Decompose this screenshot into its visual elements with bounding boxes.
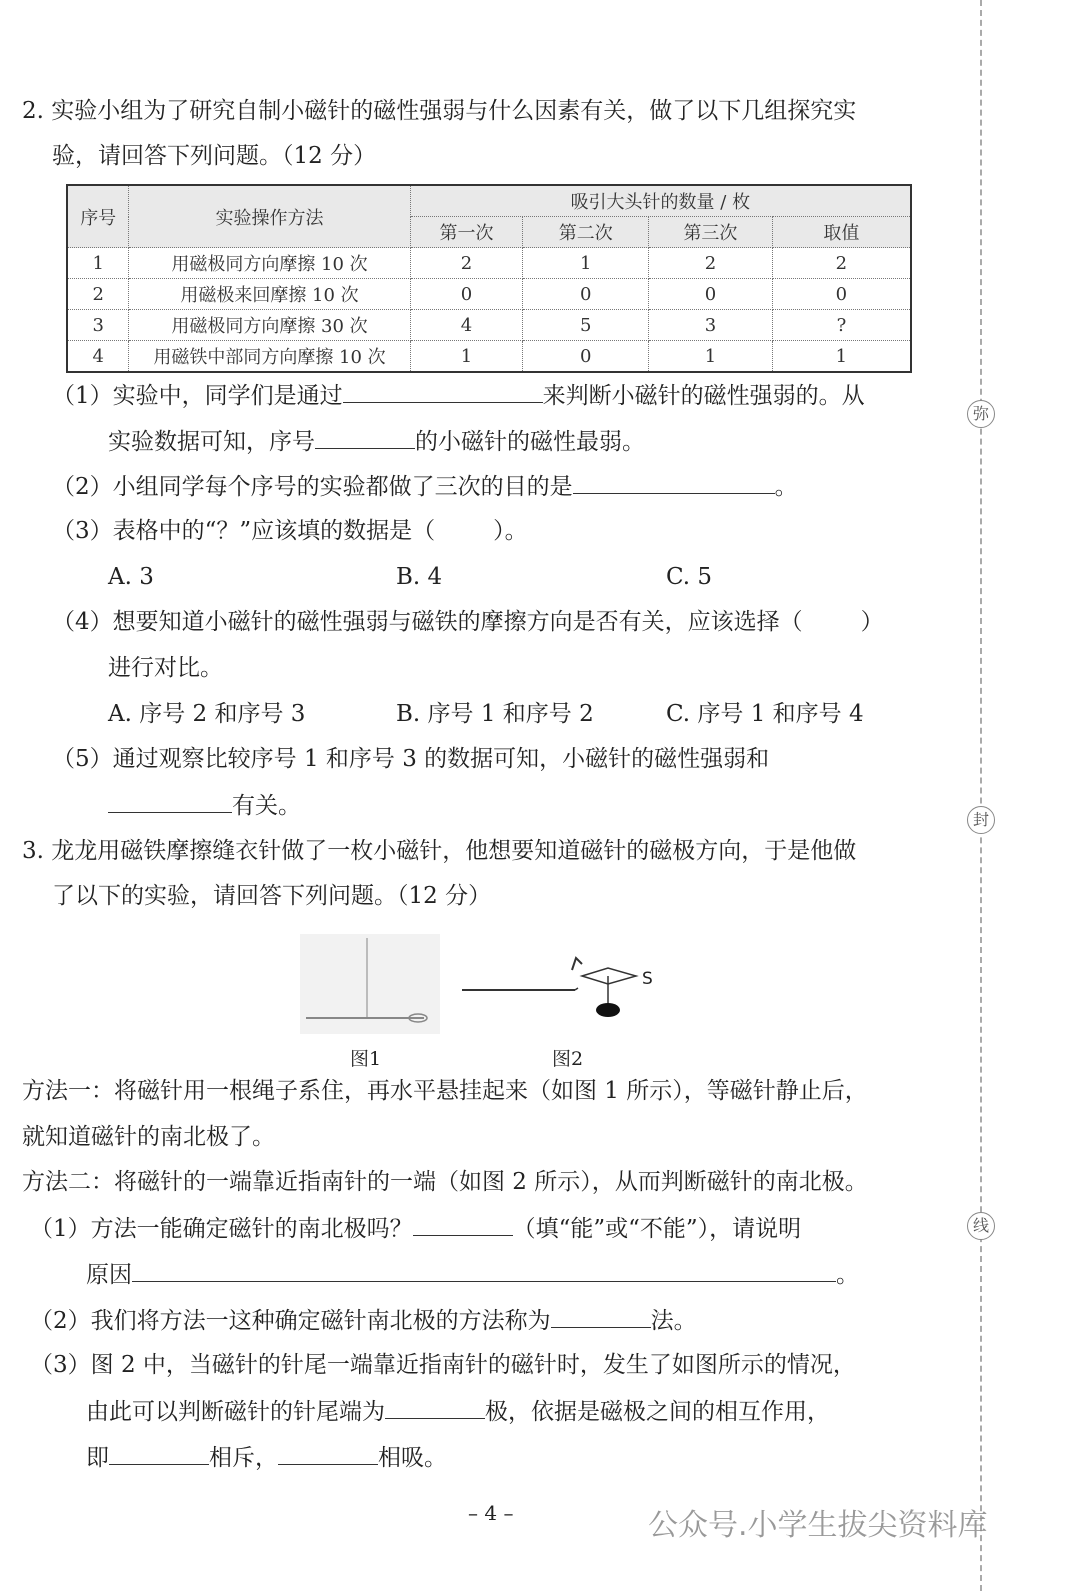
q3-stem-line2: 了以下的实验，请回答下列问题。（12 分） (52, 883, 492, 909)
cell-third: 3 (649, 310, 773, 341)
cell-first: 4 (410, 310, 523, 341)
q3-sub1-line2 (86, 1259, 859, 1290)
figure-2-compass (460, 950, 670, 1020)
q3-method1-line1: 方法一：将磁针用一根绳子系住，再水平悬挂起来（如图 1 所示），等磁针静止后， (22, 1078, 868, 1104)
q3-sub2-text-b: 法。 (650, 1308, 697, 1334)
table-row (67, 341, 911, 373)
header-method: 实验操作方法 (129, 185, 410, 248)
q2-sub5-line2 (108, 790, 301, 821)
experiment-table (66, 184, 912, 373)
header-value: 取值 (772, 217, 911, 248)
seal-xian: 线 (967, 1212, 995, 1240)
answer-blank-q3-3c[interactable] (278, 1442, 378, 1465)
header-first: 第一次 (410, 217, 523, 248)
q2-sub3-option-b[interactable]: B. 4 (396, 564, 443, 590)
q2-sub1-text-d: 的小磁针的磁性最弱。 (415, 429, 645, 455)
header-group: 吸引大头针的数量 / 枚 (410, 185, 911, 217)
q2-sub4-text-b: ） (860, 609, 884, 635)
q2-stem-line1: 2. 实验小组为了研究自制小磁针的磁性强弱与什么因素有关，做了以下几组探究实 (22, 98, 857, 124)
header-second: 第二次 (523, 217, 649, 248)
cell-value: 2 (772, 248, 911, 279)
q2-sub4-text-a: （4）想要知道小磁针的磁性强弱与磁铁的摩擦方向是否有关，应该选择（ (52, 609, 803, 635)
q3-sub2-text-a: （2）我们将方法一这种确定磁针南北极的方法称为 (30, 1308, 551, 1334)
answer-blank-q2-5[interactable] (108, 790, 232, 813)
q3-sub3-text-e: 相斥， (209, 1445, 278, 1471)
cell-method: 用磁极同方向摩擦 30 次 (129, 310, 410, 341)
q3-sub2-line (30, 1305, 697, 1336)
cell-first: 2 (410, 248, 523, 279)
cell-method: 用磁极同方向摩擦 10 次 (129, 248, 410, 279)
cell-second: 5 (523, 310, 649, 341)
cell-second: 0 (523, 341, 649, 373)
q3-sub3-text-f: 相吸。 (378, 1445, 447, 1471)
cell-third: 1 (649, 341, 773, 373)
q2-stem-line2: 验，请回答下列问题。（12 分） (52, 143, 377, 169)
q2-sub1-text-b: 来判断小磁针的磁性强弱的。从 (542, 383, 865, 409)
seal-mi: 弥 (967, 400, 995, 428)
q3-sub3-line2 (86, 1396, 830, 1427)
cell-second: 1 (523, 248, 649, 279)
q3-sub3-line1: （3）图 2 中，当磁针的针尾一端靠近指南针的磁针时，发生了如图所示的情况， (30, 1352, 856, 1378)
q2-sub4-line1 (52, 607, 884, 637)
figure-1-hanging-needle (300, 934, 440, 1034)
cell-value: ? (772, 310, 911, 341)
cell-seq: 4 (67, 341, 129, 373)
answer-blank-q2-2[interactable] (573, 471, 775, 494)
cell-seq: 3 (67, 310, 129, 341)
cell-method: 用磁极来回摩擦 10 次 (129, 279, 410, 310)
cell-seq: 2 (67, 279, 129, 310)
q2-sub1-line1 (52, 380, 865, 411)
q2-sub2-text-a: （2）小组同学每个序号的实验都做了三次的目的是 (52, 474, 573, 500)
compass-south-label: S (642, 969, 653, 989)
cell-third: 0 (649, 279, 773, 310)
figure-2-caption: 图2 (552, 1048, 584, 1070)
q2-sub4-option-a[interactable]: A. 序号 2 和序号 3 (108, 701, 306, 727)
answer-blank-q3-3b[interactable] (109, 1442, 209, 1465)
q2-sub3-text-b: ）。 (493, 518, 528, 544)
cell-first: 0 (410, 279, 523, 310)
table-row (67, 248, 911, 279)
q3-sub3-text-b: 由此可以判断磁针的针尾端为 (86, 1399, 385, 1425)
q3-sub3-line3 (86, 1442, 447, 1473)
table-row (67, 310, 911, 341)
binding-dashed-line (980, 0, 982, 1591)
watermark-text: 公众号.小学生拔尖资料库 (648, 1508, 988, 1543)
q2-sub2-text-b: 。 (774, 474, 798, 500)
q3-method1-line2: 就知道磁针的南北极了。 (22, 1124, 275, 1150)
table-row (67, 279, 911, 310)
cell-value: 1 (772, 341, 911, 373)
q3-stem-line1: 3. 龙龙用磁铁摩擦缝衣针做了一枚小磁针，他想要知道磁针的磁极方向，于是他做 (22, 838, 857, 864)
q2-sub4-option-c[interactable]: C. 序号 1 和序号 4 (666, 701, 864, 727)
q2-sub3-text-a: （3）表格中的“？”应该填的数据是（ (52, 518, 436, 544)
cell-third: 2 (649, 248, 773, 279)
answer-blank-q3-1b[interactable] (132, 1259, 836, 1282)
q2-sub4-option-b[interactable]: B. 序号 1 和序号 2 (396, 701, 594, 727)
answer-blank-q3-1a[interactable] (413, 1213, 513, 1236)
q2-sub1-line2 (108, 426, 645, 457)
q2-sub1-text-c: 实验数据可知，序号 (108, 429, 315, 455)
cell-seq: 1 (67, 248, 129, 279)
q2-sub4-line2: 进行对比。 (108, 655, 223, 681)
q2-sub3-line (52, 516, 528, 546)
answer-blank-q2-1a[interactable] (343, 380, 543, 403)
header-third: 第三次 (649, 217, 773, 248)
seal-feng: 封 (967, 806, 995, 834)
q3-sub3-text-c: 极，依据是磁极之间的相互作用， (485, 1399, 830, 1425)
q3-sub1-text-b: （填“能”或“不能”），请说明 (512, 1216, 802, 1242)
figure-1-caption: 图1 (350, 1048, 382, 1070)
q3-method2-line: 方法二：将磁针的一端靠近指南针的一端（如图 2 所示），从而判断磁针的南北极。 (22, 1169, 868, 1195)
cell-method: 用磁铁中部同方向摩擦 10 次 (129, 341, 410, 373)
cell-second: 0 (523, 279, 649, 310)
cell-first: 1 (410, 341, 523, 373)
q2-sub5-text-b: 有关。 (232, 793, 301, 819)
q2-sub5-line1: （5）通过观察比较序号 1 和序号 3 的数据可知，小磁针的磁性强弱和 (52, 746, 770, 772)
q3-sub1-text-c: 原因 (86, 1262, 132, 1288)
answer-blank-q2-1b[interactable] (315, 426, 415, 449)
q3-sub3-text-d: 即 (86, 1445, 109, 1471)
q3-sub1-text-d: 。 (836, 1262, 859, 1288)
q2-sub3-option-c[interactable]: C. 5 (666, 564, 713, 590)
q2-sub2-line (52, 471, 798, 502)
q2-sub3-option-a[interactable]: A. 3 (108, 564, 154, 590)
header-seq: 序号 (67, 185, 129, 248)
answer-blank-q3-3a[interactable] (385, 1396, 485, 1419)
q3-sub1-line1 (30, 1213, 801, 1244)
q2-sub1-text-a: （1）实验中，同学们是通过 (52, 383, 343, 409)
cell-value: 0 (772, 279, 911, 310)
answer-blank-q3-2[interactable] (551, 1305, 651, 1328)
q3-sub1-text-a: （1）方法一能确定磁针的南北极吗？ (30, 1216, 413, 1242)
page-number: – 4 – (468, 1501, 514, 1525)
